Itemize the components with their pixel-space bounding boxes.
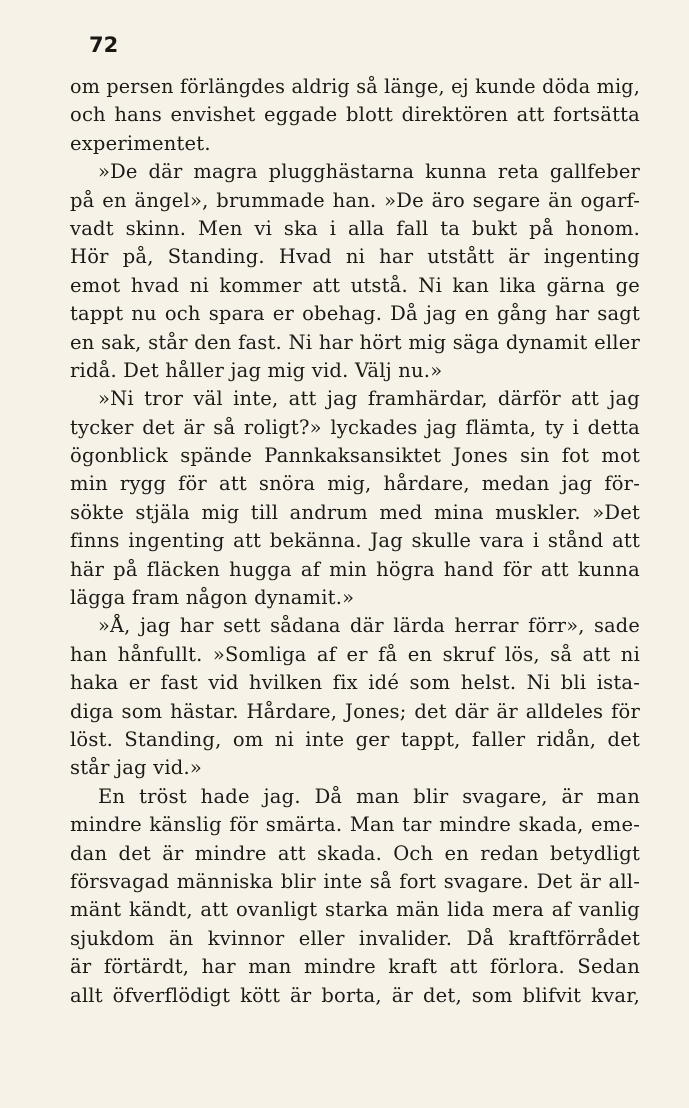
text-line: han hånfullt. »Somliga af er få en skruf lös, så att ni (70, 642, 640, 666)
text-line: emot hvad ni kommer att utstå. Ni kan lika gärna ge (70, 273, 640, 297)
text-line: haka er fast vid hvilken fix idé som helst. Ni bli ista- (70, 671, 640, 695)
text-line: En tröst hade jag. Då man blir svagare, är man (98, 784, 640, 808)
text-line: är förtärdt, har man mindre kraft att förlora. Sedan (70, 955, 640, 979)
text-line: löst. Standing, om ni inte ger tappt, faller ridån, det (70, 727, 640, 751)
text-line: sökte stjäla mig till andrum med mina muskler. »Det (70, 500, 640, 524)
text-line: finns ingenting att bekänna. Jag skulle vara i stånd att (70, 529, 640, 553)
text-line: mindre känslig för smärta. Man tar mindre skada, eme- (70, 813, 640, 837)
text-line: och hans envishet eggade blott direktören att fortsätta (70, 103, 640, 127)
text-line: ridå. Det håller jag mig vid. Välj nu.» (70, 358, 443, 382)
text-line: vadt skinn. Men vi ska i alla fall ta bukt på honom. (70, 216, 640, 240)
text-line: står jag vid.» (70, 756, 203, 780)
text-line: Hör på, Standing. Hvad ni har utstått är ingenting (70, 245, 640, 269)
text-line: mänt kändt, att ovanligt starka män lida mera af vanlig (70, 898, 640, 922)
text-line: lägga fram någon dynamit.» (70, 586, 355, 610)
text-line: tycker det är så roligt?» lyckades jag flämta, ty i detta (70, 415, 640, 439)
body-text (70, 73, 640, 1010)
text-line: tappt nu och spara er obehag. Då jag en gång har sagt (70, 302, 640, 326)
text-line: sjukdom än kvinnor eller invalider. Då kraftförrådet (70, 926, 640, 950)
text-line: försvagad människa blir inte så fort svagare. Det är all- (70, 869, 640, 893)
text-line: här på fläcken hugga af min högra hand för att kunna (70, 557, 640, 581)
text-line: »De där magra plugghästarna kunna reta gallfeber (98, 160, 640, 184)
text-line: diga som hästar. Hårdare, Jones; det där är alldeles för (70, 699, 640, 723)
text-line: »Ni tror väl inte, att jag framhärdar, därför att jag (98, 387, 640, 411)
text-line: »Å, jag har sett sådana där lärda herrar förr», sade (98, 614, 640, 638)
text-line: på en ängel», brummade han. »De äro segare än ogarf- (70, 188, 640, 212)
text-line: experimentet. (70, 131, 211, 155)
text-line: en sak, står den fast. Ni har hört mig säga dynamit eller (70, 330, 640, 354)
page-number: 72 (89, 33, 119, 57)
text-line: om persen förlängdes aldrig så länge, ej kunde döda mig, (70, 75, 640, 98)
text-line: dan det är mindre att skada. Och en redan betydligt (70, 841, 640, 865)
text-line: ögonblick spände Pannkaksansiktet Jones sin fot mot (70, 444, 640, 468)
text-line: min rygg för att snöra mig, hårdare, medan jag för- (70, 472, 640, 496)
text-line: allt öfverflödigt kött är borta, är det, som blifvit kvar, (70, 983, 640, 1007)
